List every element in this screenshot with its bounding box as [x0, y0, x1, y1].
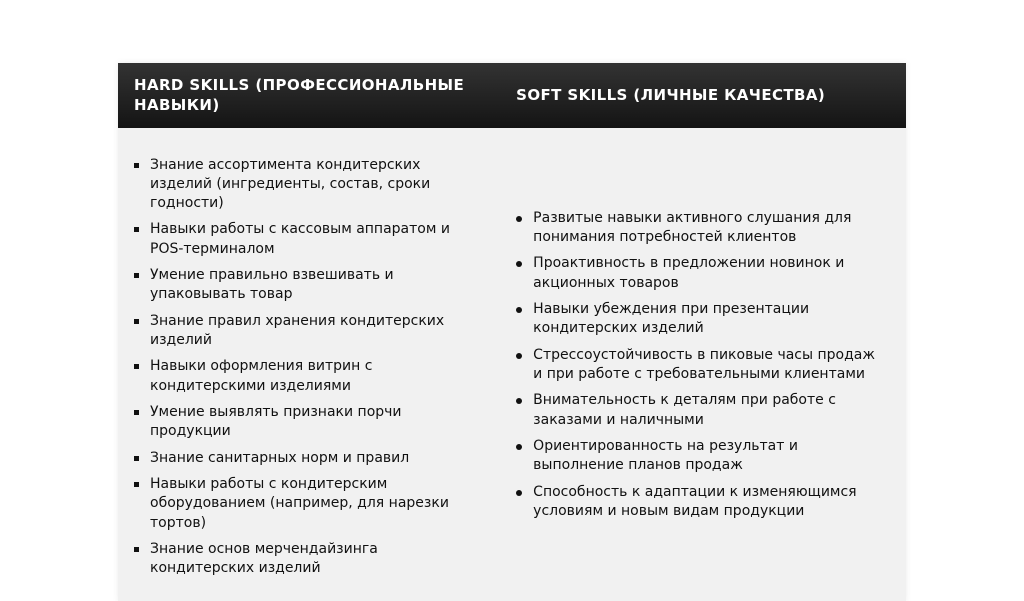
soft-skills-column — [500, 128, 906, 601]
list-item: Умение правильно взвешивать и упаковывать товар — [134, 266, 478, 305]
square-bullet-icon — [134, 319, 139, 324]
soft-skills-list — [516, 209, 884, 521]
square-bullet-icon — [134, 482, 139, 487]
hard-skills-title: HARD SKILLS (ПРОФЕССИОНАЛЬНЫЕ НАВЫКИ) — [134, 76, 465, 115]
list-item: Внимательность к деталям при работе с заказами и наличными — [516, 391, 884, 430]
list-item: Знание ассортимента кондитерских изделий (ингредиенты, состав, сроки годности) — [134, 156, 478, 214]
round-bullet-icon — [516, 398, 522, 404]
list-item: Проактивность в предложении новинок и акционных товаров — [516, 254, 884, 293]
list-item: Знание санитарных норм и правил — [134, 449, 478, 468]
list-item: Навыки работы с кондитерским оборудованием (например, для нарезки тортов) — [134, 475, 478, 533]
list-item: Навыки оформления витрин с кондитерскими изделиями — [134, 357, 478, 396]
square-bullet-icon — [134, 163, 139, 168]
list-item: Знание правил хранения кондитерских изделий — [134, 312, 478, 351]
table-body — [118, 128, 906, 601]
hard-skills-column — [118, 128, 500, 601]
round-bullet-icon — [516, 261, 522, 267]
hard-skills-list — [134, 156, 478, 579]
list-item: Навыки убеждения при презентации кондитерских изделий — [516, 300, 884, 339]
round-bullet-icon — [516, 307, 522, 313]
square-bullet-icon — [134, 456, 139, 461]
square-bullet-icon — [134, 547, 139, 552]
list-item: Навыки работы с кассовым аппаратом и POS-терминалом — [134, 220, 478, 259]
soft-skills-header-cell — [500, 63, 906, 128]
square-bullet-icon — [134, 364, 139, 369]
square-bullet-icon — [134, 227, 139, 232]
list-item: Ориентированность на результат и выполнение планов продаж — [516, 437, 884, 476]
skills-comparison-card — [118, 63, 906, 601]
list-item: Развитые навыки активного слушания для понимания потребностей клиентов — [516, 209, 884, 248]
soft-skills-title: SOFT SKILLS (ЛИЧНЫЕ КАЧЕСТВА) — [516, 86, 826, 105]
round-bullet-icon — [516, 490, 522, 496]
list-item: Способность к адаптации к изменяющимся условиям и новым видам продукции — [516, 483, 884, 522]
list-item: Стрессоустойчивость в пиковые часы продаж и при работе с требовательными клиентами — [516, 346, 884, 385]
table-header — [118, 63, 906, 128]
hard-skills-header-cell — [118, 63, 500, 128]
round-bullet-icon — [516, 353, 522, 359]
list-item: Умение выявлять признаки порчи продукции — [134, 403, 478, 442]
list-item: Знание основ мерчендайзинга кондитерских изделий — [134, 540, 478, 579]
square-bullet-icon — [134, 273, 139, 278]
round-bullet-icon — [516, 216, 522, 222]
round-bullet-icon — [516, 444, 522, 450]
square-bullet-icon — [134, 410, 139, 415]
